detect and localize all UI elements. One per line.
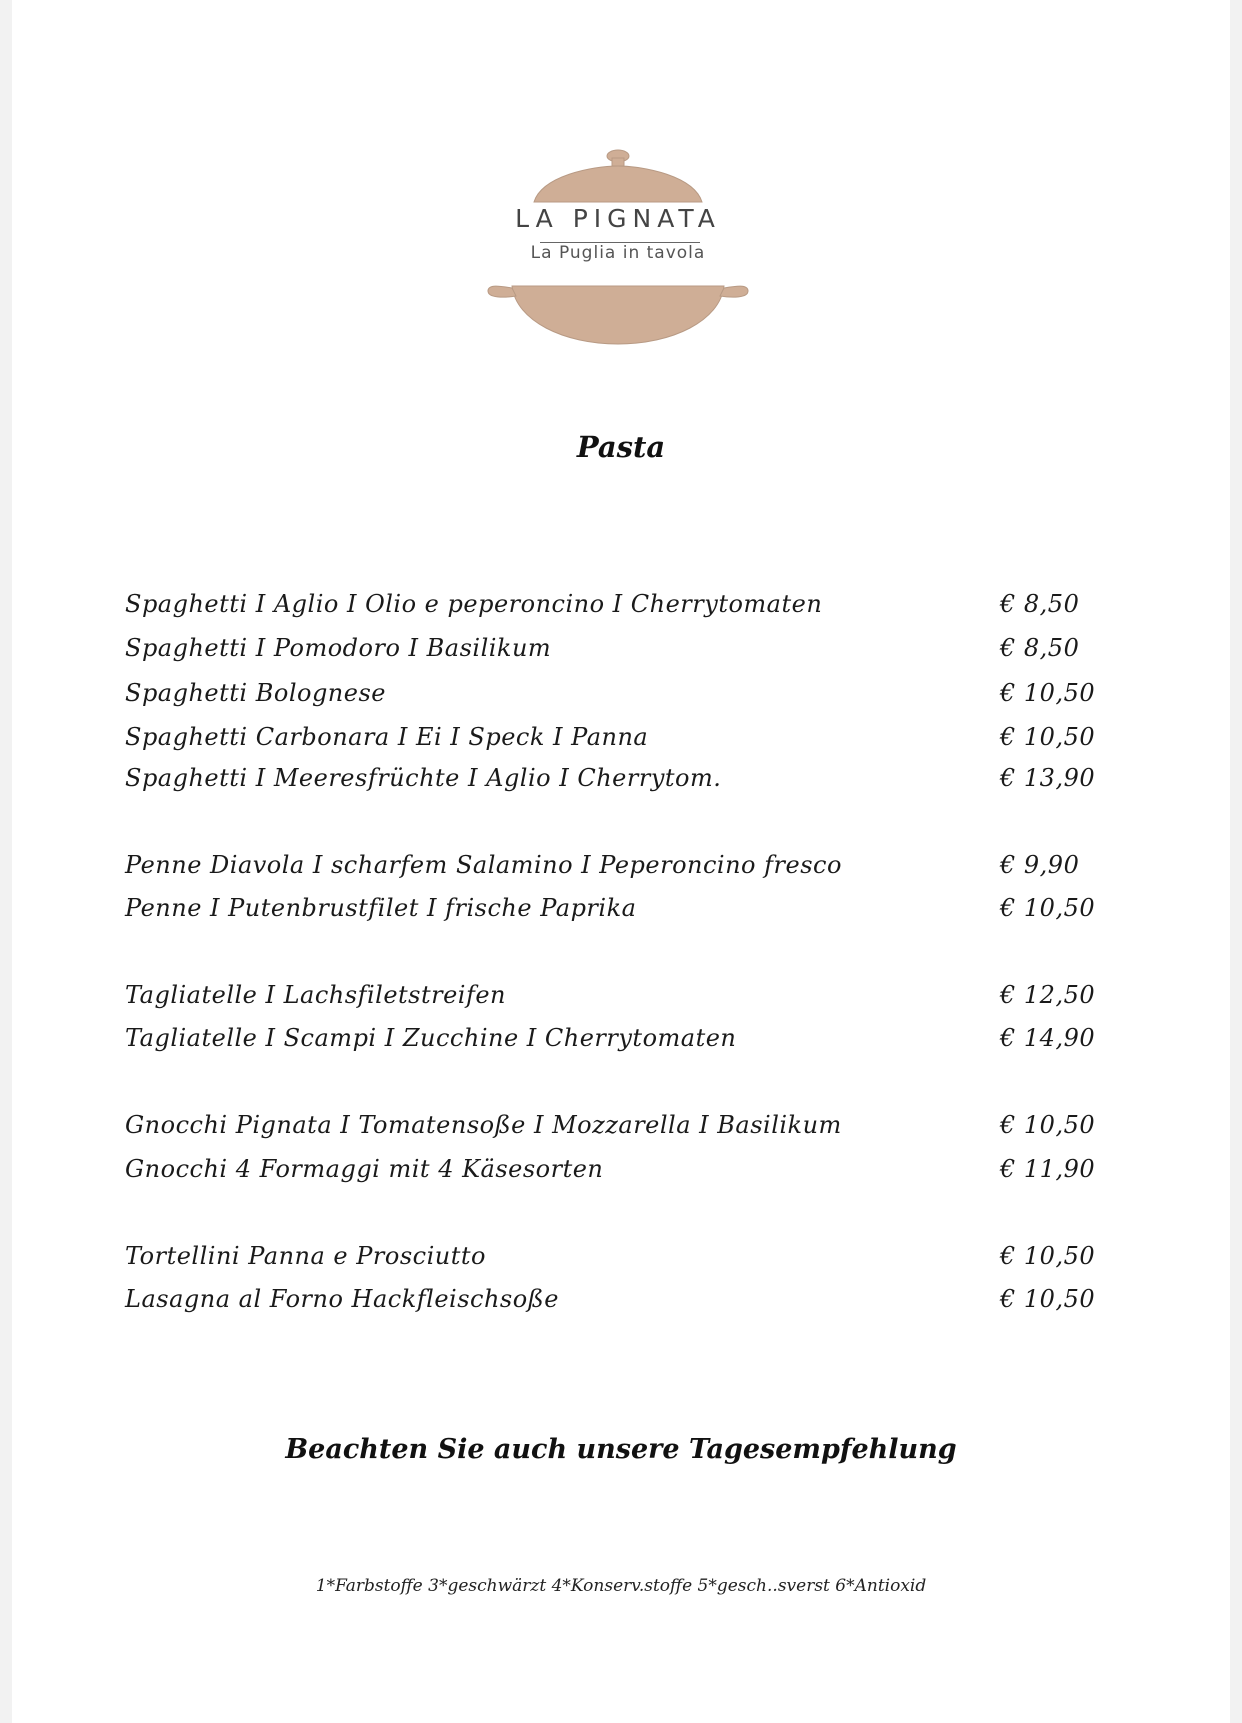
menu-item-name: Tagliatelle I Lachsfiletstreifen: [125, 981, 507, 1009]
menu-item-price: € 9,90: [1000, 851, 1080, 879]
menu-item: [125, 590, 1125, 630]
menu-item-price: € 10,50: [1000, 1242, 1096, 1270]
menu-item-price: € 10,50: [1000, 723, 1096, 751]
menu-item-name: Spaghetti I Pomodoro I Basilikum: [125, 634, 552, 662]
menu-item-name: Gnocchi Pignata I Tomatensoße I Mozzarella I Basilikum: [125, 1111, 842, 1139]
menu-item-price: € 10,50: [1000, 894, 1096, 922]
menu-item: [125, 851, 1125, 891]
menu-item: [125, 1111, 1125, 1151]
additives-footnote: 1*Farbstoffe 3*geschwärzt 4*Konserv.stoffe 5*gesch..sverst 6*Antioxid: [315, 1576, 927, 1596]
menu-item-name: Gnocchi 4 Formaggi mit 4 Käsesorten: [125, 1155, 604, 1183]
menu-item-price: € 8,50: [1000, 590, 1080, 618]
menu-page: [12, 0, 1230, 1723]
menu-item-name: Spaghetti I Meeresfrüchte I Aglio I Cherrytom.: [125, 764, 722, 792]
menu-item: [125, 1024, 1125, 1064]
daily-recommendation-note: Beachten Sie auch unsere Tagesempfehlung: [285, 1434, 957, 1465]
menu-item-price: € 10,50: [1000, 679, 1096, 707]
menu-item-name: Tortellini Panna e Prosciutto: [125, 1242, 486, 1270]
menu-item: [125, 894, 1125, 934]
menu-item-name: Spaghetti Bolognese: [125, 679, 386, 707]
menu-item-name: Lasagna al Forno Hackfleischsoße: [125, 1285, 559, 1313]
menu-item: [125, 981, 1125, 1021]
menu-item-price: € 12,50: [1000, 981, 1096, 1009]
logo-subtitle: La Puglia in tavola: [530, 243, 706, 263]
menu-item-price: € 8,50: [1000, 634, 1080, 662]
menu-item-name: Penne I Putenbrustfilet I frische Paprika: [125, 894, 637, 922]
menu-item-price: € 11,90: [1000, 1155, 1096, 1183]
menu-item-price: € 10,50: [1000, 1111, 1096, 1139]
menu-item-name: Penne Diavola I scharfem Salamino I Peperoncino fresco: [125, 851, 842, 879]
menu-item-name: Tagliatelle I Scampi I Zucchine I Cherrytomaten: [125, 1024, 737, 1052]
menu-item: [125, 1155, 1125, 1195]
menu-item: [125, 723, 1125, 763]
restaurant-logo: [482, 146, 754, 352]
menu-item: [125, 1242, 1125, 1282]
menu-item: [125, 634, 1125, 674]
logo-title: LA PIGNATA: [515, 204, 721, 233]
menu-item: [125, 679, 1125, 719]
menu-item-price: € 14,90: [1000, 1024, 1096, 1052]
menu-item-name: Spaghetti I Aglio I Olio e peperoncino I Cherrytomaten: [125, 590, 823, 618]
section-title: Pasta: [576, 430, 666, 464]
menu-item: [125, 764, 1125, 804]
menu-item-price: € 10,50: [1000, 1285, 1096, 1313]
menu-item-name: Spaghetti Carbonara I Ei I Speck I Panna: [125, 723, 649, 751]
menu-item-price: € 13,90: [1000, 764, 1096, 792]
menu-item: [125, 1285, 1125, 1325]
